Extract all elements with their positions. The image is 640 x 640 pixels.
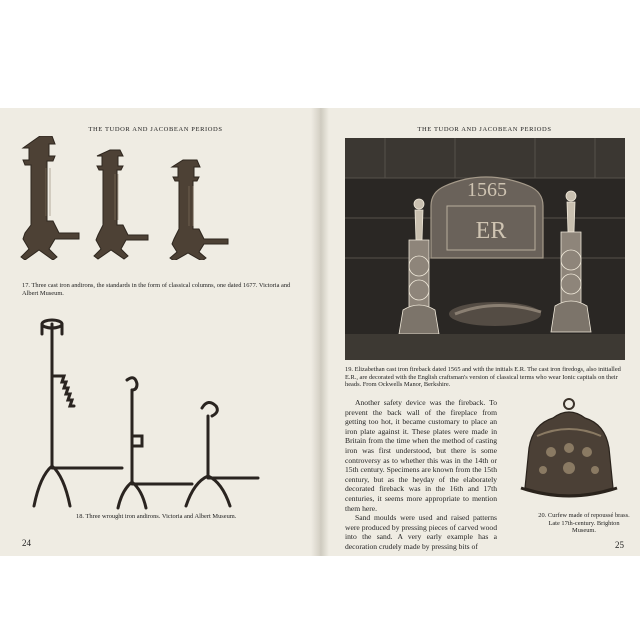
fireback-date: 1565 xyxy=(467,179,507,201)
running-head-right: THE TUDOR AND JACOBEAN PERIODS xyxy=(417,126,552,133)
body-text xyxy=(345,398,497,552)
body-paragraph-1: Another safety device was the fireback. To prevent the back wall of the fireplace from getting too hot, it became customary to place an iron plate against it. These plates were made in Britain from the time when the method of casting iron was first understood, but there is some controversy as to whether this was in the 14th or 15th century. Specimens are known from the 15th century, but as the heyday of the elaborately decorated fireback was in the 16th and 17th centuries, it seems more appropriate to mention them here. xyxy=(345,398,497,513)
page-number-right: 25 xyxy=(615,540,624,550)
left-page xyxy=(0,108,311,556)
right-page xyxy=(329,108,640,556)
figure-18-caption: 18. Three wrought iron andirons. Victoria and Albert Museum. xyxy=(76,513,237,520)
figure-19-caption: 19. Elizabethan cast iron fireback dated 1565 and with the initials E.R. The cast iron firedogs, also initialled E.R., are decorated with the English craftsman's version of classical terms who wear Ionic capitals on their heads. From Ockwells Manor, Berkshire. xyxy=(345,366,621,389)
fireback-initials: ER xyxy=(475,218,507,244)
running-head-left: THE TUDOR AND JACOBEAN PERIODS xyxy=(88,126,223,133)
figure-17-caption: 17. Three cast iron andirons, the standards in the form of classical columns, one dated 1677. Victoria and Albert Museum. xyxy=(22,282,291,297)
figure-19-image xyxy=(345,138,625,360)
figure-18-image xyxy=(22,316,272,516)
figure-20-caption: 20. Curfew made of repoussé brass. Late 17th-century. Brighton Museum. xyxy=(538,512,630,535)
page-number-left: 24 xyxy=(22,538,31,548)
book-gutter xyxy=(311,108,329,556)
body-paragraph-2: Sand moulds were used and raised patterns were produced by pressing pieces of carved wood into the sand. A very early example has a decoration crudely made by pressing bits of xyxy=(345,513,497,551)
figure-20-image xyxy=(507,396,631,508)
figure-17-image xyxy=(18,136,263,260)
